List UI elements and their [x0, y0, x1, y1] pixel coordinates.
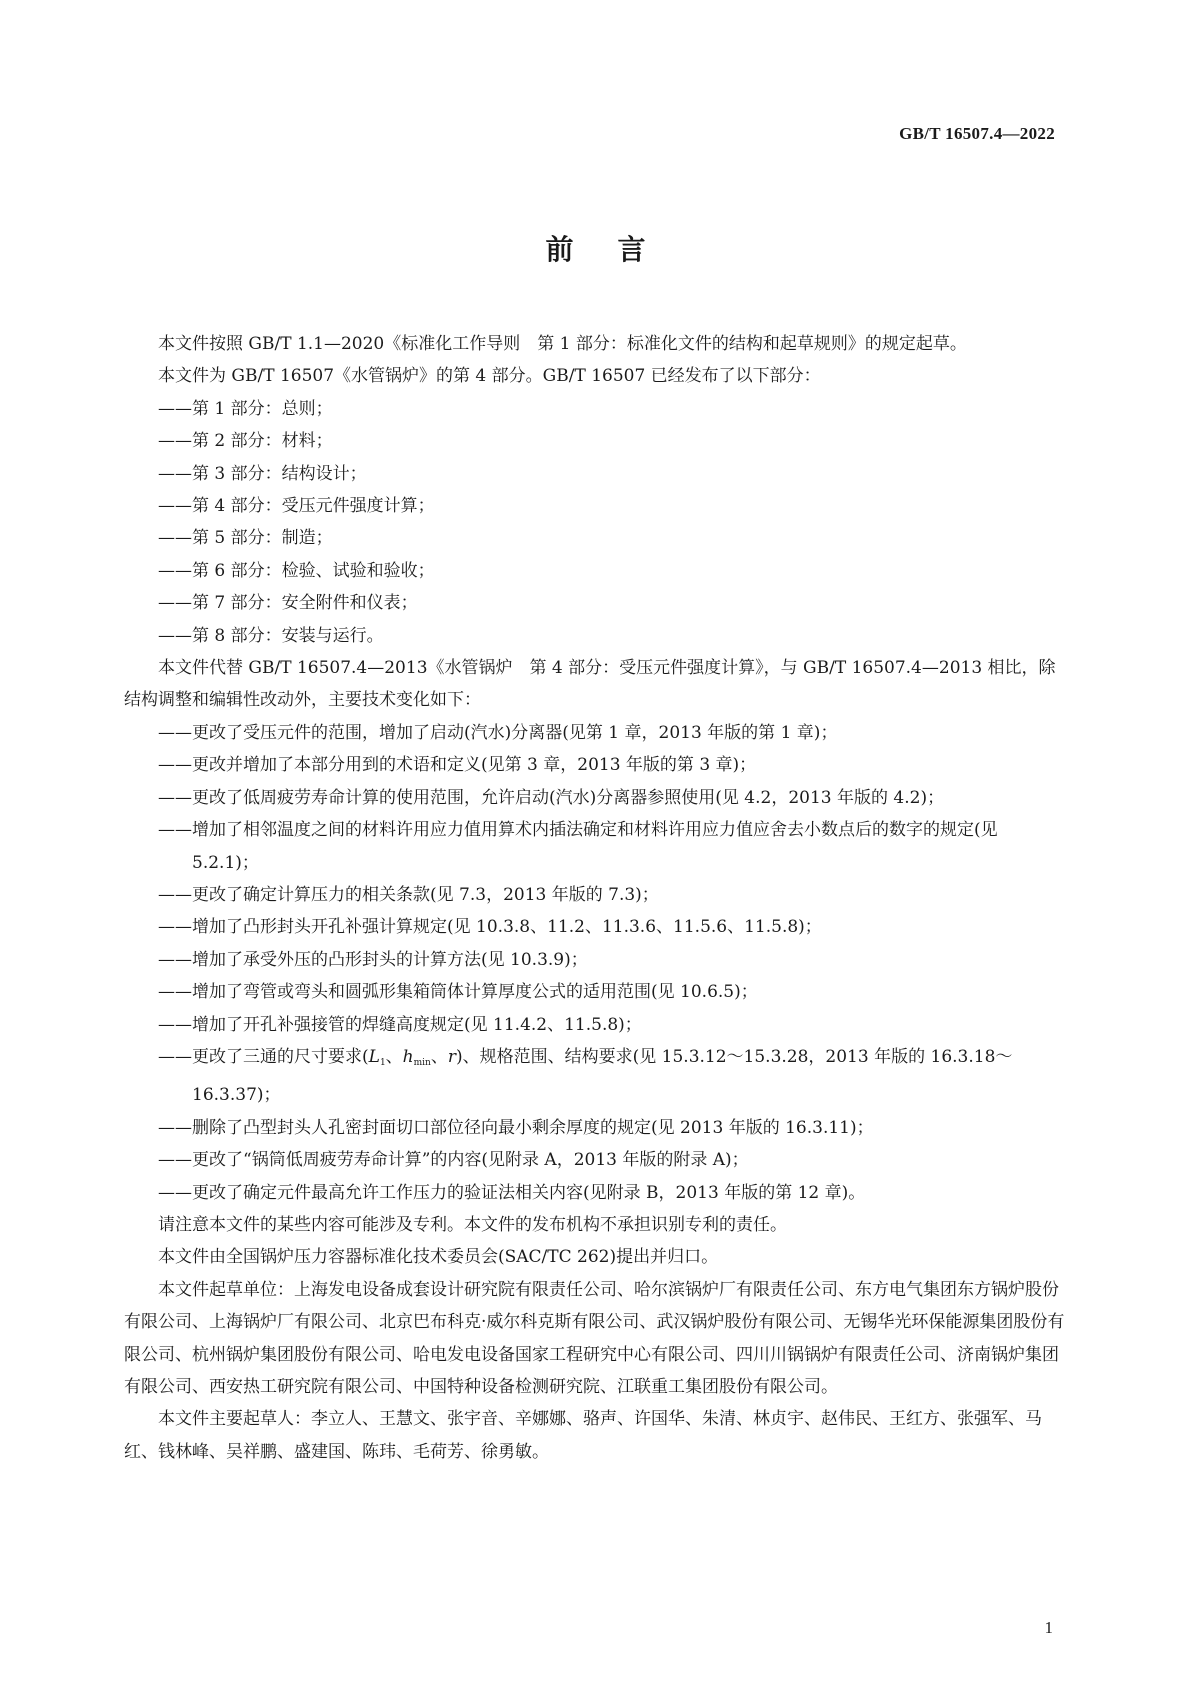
list-item-change: ——更改了确定元件最高允许工作压力的验证法相关内容(见附录 B，2013 年版的第 12 章)。: [158, 1182, 866, 1203]
foreword-body: [124, 328, 1066, 1468]
list-item-part: ——第 2 部分：材料；: [158, 431, 333, 452]
list-item-part: ——第 4 部分：受压元件强度计算；: [158, 496, 435, 517]
list-item-change: ——增加了开孔补强接管的焊缝高度规定(见 11.4.2、11.5.8)；: [158, 1014, 642, 1035]
list-item-change: ——增加了承受外压的凸形封头的计算方法(见 10.3.9)；: [158, 949, 588, 970]
symbol-L-subscript: 1: [379, 1057, 386, 1068]
symbol-r: r: [447, 1046, 456, 1067]
list-item-change: ——更改了低周疲劳寿命计算的使用范围，允许启动(汽水)分离器参照使用(见 4.2，2013 年版的 4.2)；: [158, 787, 945, 808]
list-item-change: ——更改了“锅筒低周疲劳寿命计算”的内容(见附录 A，2013 年版的附录 A)；: [158, 1150, 749, 1171]
page-number: 1: [1044, 1618, 1053, 1637]
paragraph-drafting-units: 本文件起草单位：上海发电设备成套设计研究院有限责任公司、哈尔滨锅炉厂有限责任公司、东方电气集团东方锅炉股份有限公司、上海锅炉厂有限公司、北京巴布科克·威尔科克斯有限公司、武汉锅炉股份有限公司、无锡华光环保能源集团股份有限公司、杭州锅炉集团股份有限公司、哈电发电设备国家工程研究中心有限公司、四川川锅锅炉有限责任公司、济南锅炉集团有限公司、西安热工研究院有限公司、中国特种设备检测研究院、江联重工集团股份有限公司。: [124, 1279, 1065, 1397]
tee-separator: 、: [430, 1046, 448, 1067]
page-title: 前言: [545, 233, 690, 266]
list-item-part: ——第 8 部分：安装与运行。: [158, 625, 384, 646]
paragraph-replacement: 本文件代替 GB/T 16507.4—2013《水管锅炉 第 4 部分：受压元件强度计算》，与 GB/T 16507.4—2013 相比，除结构调整和编辑性改动外，主要技术变化如下：: [124, 658, 1056, 711]
list-item-part: ——第 1 部分：总则；: [158, 398, 333, 419]
tee-separator: 、: [385, 1046, 403, 1067]
list-item-part: ——第 7 部分：安全附件和仪表；: [158, 593, 418, 614]
symbol-h-subscript: min: [413, 1057, 431, 1068]
list-item-part: ——第 6 部分：检验、试验和验收；: [158, 560, 435, 581]
symbol-h: h: [402, 1046, 414, 1067]
list-item-change: ——增加了凸形封头开孔补强计算规定(见 10.3.8、11.2、11.3.6、11.5.6、11.5.8)；: [158, 917, 822, 938]
list-item-change-tee: [124, 1041, 1066, 1112]
symbol-L: L: [368, 1046, 380, 1067]
paragraph-proposer: 本文件由全国锅炉压力容器标准化技术委员会(SAC/TC 262)提出并归口。: [158, 1247, 719, 1268]
tee-prefix: ——更改了三通的尺寸要求(: [158, 1046, 369, 1067]
list-item-change: ——增加了弯管或弯头和圆弧形集箱筒体计算厚度公式的适用范围(见 10.6.5)；: [158, 982, 758, 1003]
list-item-change: ——更改了确定计算压力的相关条款(见 7.3，2013 年版的 7.3)；: [158, 884, 659, 905]
paragraph-drafters: 本文件主要起草人：李立人、王慧文、张宇音、辛娜娜、骆声、许国华、朱清、林贞宇、赵伟民、王红方、张强军、马红、钱林峰、吴祥鹏、盛建国、陈玮、毛荷芳、徐勇敏。: [124, 1409, 1042, 1462]
paragraph-patent-notice: 请注意本文件的某些内容可能涉及专利。本文件的发布机构不承担识别专利的责任。: [158, 1214, 787, 1235]
list-item-change: ——更改了受压元件的范围，增加了启动(汽水)分离器(见第 1 章，2013 年版的第 1 章)；: [158, 722, 838, 743]
list-item-part: ——第 5 部分：制造；: [158, 528, 333, 549]
list-item-change: ——增加了相邻温度之间的材料许用应力值用算术内插法确定和材料许用应力值应舍去小数点后的数字的规定(见 5.2.1)；: [158, 820, 998, 873]
standard-code: GB/T 16507.4—2022: [899, 124, 1055, 143]
paragraph-series-intro: 本文件为 GB/T 16507《水管锅炉》的第 4 部分。GB/T 16507 已经发布了以下部分：: [158, 366, 821, 387]
tee-suffix: )、规格范围、结构要求(见 15.3.12～15.3.28，2013 年版的 16.3.18～16.3.37)；: [192, 1046, 1013, 1106]
paragraph-drafting-rule: 本文件按照 GB/T 1.1—2020《标准化工作导则 第 1 部分：标准化文件的结构和起草规则》的规定起草。: [158, 334, 967, 354]
list-item-part: ——第 3 部分：结构设计；: [158, 463, 367, 484]
list-item-change: ——删除了凸型封头人孔密封面切口部位径向最小剩余厚度的规定(见 2013 年版的 16.3.11)；: [158, 1117, 874, 1138]
list-item-change: ——更改并增加了本部分用到的术语和定义(见第 3 章，2013 年版的第 3 章)；: [158, 755, 757, 776]
